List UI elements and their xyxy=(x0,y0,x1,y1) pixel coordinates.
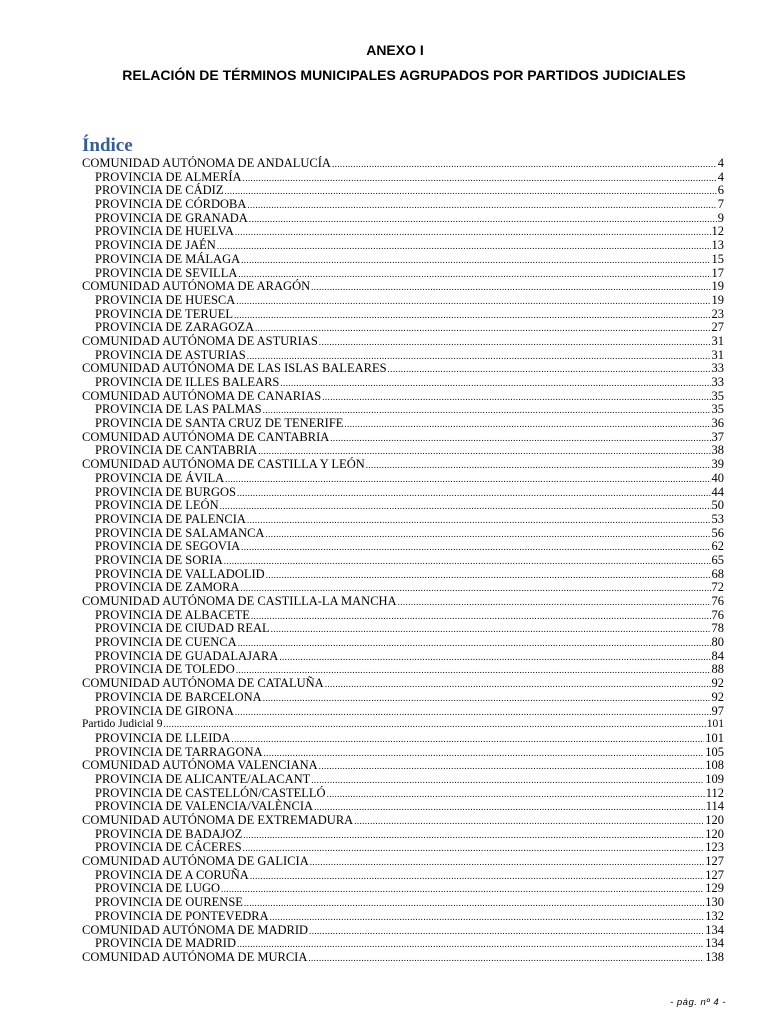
toc-entry-provincia[interactable] xyxy=(82,171,724,185)
toc-entry-title: PROVINCIA DE GRANADA xyxy=(95,210,248,225)
toc-dot-leader xyxy=(241,541,710,555)
toc-dot-leader xyxy=(241,254,710,268)
toc-entry-page: 4 xyxy=(717,156,724,170)
toc-entry-page: 6 xyxy=(717,183,724,198)
toc-entry-provincia[interactable] xyxy=(82,376,724,390)
toc-entry-page: 92 xyxy=(711,689,724,704)
toc-dot-leader xyxy=(310,856,705,870)
toc-entry-provincia[interactable] xyxy=(82,403,724,417)
toc-dot-leader xyxy=(280,377,710,391)
toc-entry-page: 35 xyxy=(711,402,724,417)
toc-entry-provincia[interactable] xyxy=(82,444,724,458)
toc-entry-provincia[interactable] xyxy=(82,663,724,677)
toc-dot-leader xyxy=(388,363,711,377)
toc-entry-title: PROVINCIA DE CÁCERES xyxy=(95,840,242,855)
toc-entry-provincia[interactable] xyxy=(82,472,724,486)
toc-entry-page: 35 xyxy=(711,388,724,403)
toc-dot-leader xyxy=(314,801,705,815)
toc-entry-title: Partido Judicial 9 xyxy=(82,718,163,731)
toc-entry-page: 120 xyxy=(705,813,724,827)
toc-dot-leader xyxy=(243,829,704,843)
toc-entry-title: COMUNIDAD AUTÓNOMA DE LAS ISLAS BALEARES xyxy=(82,361,387,376)
toc-dot-leader xyxy=(327,788,705,802)
toc-entry-page: 15 xyxy=(711,251,724,266)
toc-entry-page: 36 xyxy=(711,416,724,431)
toc-entry-page: 56 xyxy=(711,525,724,540)
toc-dot-leader xyxy=(251,610,711,624)
toc-entry-comunidad[interactable] xyxy=(82,951,724,965)
toc-entry-title: COMUNIDAD AUTÓNOMA DE EXTREMADURA xyxy=(82,813,354,827)
toc-entry-title: PROVINCIA DE BURGOS xyxy=(95,484,236,499)
toc-dot-leader xyxy=(224,555,711,569)
toc-entry-page: 134 xyxy=(705,936,724,951)
toc-entry-provincia[interactable] xyxy=(82,609,724,623)
toc-entry-provincia[interactable] xyxy=(82,486,724,500)
toc-entry-page: 31 xyxy=(711,333,724,348)
toc-dot-leader xyxy=(224,185,716,199)
toc-entry-page: 105 xyxy=(705,744,724,759)
toc-entry-provincia[interactable] xyxy=(82,882,724,896)
toc-entry-title: PROVINCIA DE MADRID xyxy=(95,936,236,951)
toc-entry-provincia[interactable] xyxy=(82,787,724,801)
toc-entry-page: 50 xyxy=(711,498,724,513)
toc-entry-page: 130 xyxy=(705,895,724,910)
toc-entry-comunidad[interactable] xyxy=(82,924,724,938)
toc-dot-leader xyxy=(164,718,706,732)
toc-entry-provincia[interactable] xyxy=(82,650,724,664)
toc-dot-leader xyxy=(255,322,710,336)
toc-entry-comunidad[interactable] xyxy=(82,718,724,732)
toc-entry-title: PROVINCIA DE ZARAGOZA xyxy=(95,320,255,335)
toc-entry-title: COMUNIDAD AUTÓNOMA DE ANDALUCÍA xyxy=(82,156,331,170)
toc-dot-leader xyxy=(263,692,711,706)
toc-entry-provincia[interactable] xyxy=(82,800,724,814)
toc-entry-title: PROVINCIA DE ZAMORA xyxy=(95,580,240,595)
toc-entry-provincia[interactable] xyxy=(82,554,724,568)
toc-dot-leader xyxy=(247,514,711,528)
toc-entry-provincia[interactable] xyxy=(82,417,724,431)
toc-entry-page: 127 xyxy=(705,854,724,869)
toc-entry-title: PROVINCIA DE GIRONA xyxy=(95,703,234,718)
toc-dot-leader xyxy=(234,309,711,323)
toc-entry-provincia[interactable] xyxy=(82,910,724,924)
toc-entry-title: PROVINCIA DE CUENCA xyxy=(95,635,237,650)
toc-entry-provincia[interactable] xyxy=(82,321,724,335)
toc-entry-page: 62 xyxy=(711,539,724,554)
toc-dot-leader xyxy=(332,158,717,172)
toc-dot-leader xyxy=(270,911,705,925)
toc-entry-page: 68 xyxy=(711,566,724,581)
toc-entry-provincia[interactable] xyxy=(82,705,724,719)
toc-entry-title: PROVINCIA DE TOLEDO xyxy=(95,662,235,677)
toc-dot-leader xyxy=(271,623,711,637)
toc-entry-page: 19 xyxy=(711,292,724,307)
toc-entry-title: PROVINCIA DE HUESCA xyxy=(95,292,236,307)
toc-entry-page: 101 xyxy=(706,718,724,731)
toc-dot-leader xyxy=(309,925,704,939)
toc-entry-title: PROVINCIA DE VALENCIA/VALÈNCIA xyxy=(95,799,314,814)
toc-entry-page: 109 xyxy=(705,771,724,786)
toc-entry-provincia[interactable] xyxy=(82,184,724,198)
toc-entry-provincia[interactable] xyxy=(82,198,724,212)
toc-entry-title: PROVINCIA DE JAÉN xyxy=(95,238,216,253)
toc-entry-comunidad[interactable] xyxy=(82,595,724,609)
toc-entry-title: COMUNIDAD AUTÓNOMA DE ASTURIAS xyxy=(82,333,318,348)
toc-entry-page: 4 xyxy=(717,169,724,184)
toc-entry-title: PROVINCIA DE PONTEVEDRA xyxy=(95,908,269,923)
toc-entry-page: 76 xyxy=(711,594,724,608)
toc-entry-title: PROVINCIA DE LAS PALMAS xyxy=(95,402,262,417)
toc-entry-page: 120 xyxy=(705,826,724,841)
toc-entry-page: 40 xyxy=(711,470,724,485)
toc-entry-title: PROVINCIA DE CÁDIZ xyxy=(95,183,224,198)
toc-entry-page: 7 xyxy=(717,197,724,212)
toc-entry-title: PROVINCIA DE BADAJOZ xyxy=(95,826,243,841)
toc-entry-title: PROVINCIA DE TERUEL xyxy=(95,306,233,321)
toc-entry-page: 92 xyxy=(711,676,724,691)
toc-entry-provincia[interactable] xyxy=(82,732,724,746)
toc-entry-title: PROVINCIA DE SEVILLA xyxy=(95,265,238,280)
toc-entry-title: PROVINCIA DE SEGOVIA xyxy=(95,539,241,554)
toc-entry-title: PROVINCIA DE ÁVILA xyxy=(95,470,225,485)
toc-entry-provincia[interactable] xyxy=(82,622,724,636)
toc-entry-provincia[interactable] xyxy=(82,267,724,281)
toc-entry-comunidad[interactable] xyxy=(82,814,724,828)
toc-dot-leader xyxy=(220,500,711,514)
toc-dot-leader xyxy=(266,569,711,583)
toc-entry-page: 27 xyxy=(711,320,724,335)
toc-dot-leader xyxy=(325,678,711,692)
toc-entry-title: COMUNIDAD AUTÓNOMA DE ARAGÓN xyxy=(82,279,311,294)
page-number-footer: - pág. nº 4 - xyxy=(670,997,726,1008)
toc-entry-title: PROVINCIA DE CANTABRIA xyxy=(95,443,258,458)
toc-entry-page: 84 xyxy=(711,648,724,663)
toc-entry-provincia[interactable] xyxy=(82,349,724,363)
toc-entry-page: 44 xyxy=(711,484,724,499)
toc-dot-leader xyxy=(319,336,711,350)
toc-entry-page: 17 xyxy=(711,265,724,280)
toc-entry-title: PROVINCIA DE ILLES BALEARS xyxy=(95,375,280,389)
toc-dot-leader xyxy=(311,281,710,295)
toc-entry-title: PROVINCIA DE CASTELLÓN/CASTELLÓ xyxy=(95,785,326,800)
toc-entry-comunidad[interactable] xyxy=(82,335,724,349)
toc-dot-leader xyxy=(330,432,710,446)
toc-entry-title: COMUNIDAD AUTÓNOMA DE CANTABRIA xyxy=(82,429,330,444)
toc-entry-page: 12 xyxy=(711,224,724,239)
toc-entry-comunidad[interactable] xyxy=(82,759,724,773)
toc-entry-comunidad[interactable] xyxy=(82,280,724,294)
toc-dot-leader xyxy=(235,706,711,720)
toc-dot-leader xyxy=(247,199,716,213)
toc-entry-comunidad[interactable] xyxy=(82,390,724,404)
toc-entry-title: PROVINCIA DE OURENSE xyxy=(95,895,243,910)
toc-entry-title: COMUNIDAD AUTÓNOMA DE CANARIAS xyxy=(82,388,322,403)
toc-entry-page: 65 xyxy=(711,552,724,567)
toc-entry-title: PROVINCIA DE ALBACETE xyxy=(95,607,250,622)
toc-entry-title: PROVINCIA DE CÓRDOBA xyxy=(95,197,247,212)
toc-entry-title: PROVINCIA DE LUGO xyxy=(95,881,220,896)
toc-entry-title: PROVINCIA DE SALAMANCA xyxy=(95,525,265,540)
document-title: RELACIÓN DE TÉRMINOS MUNICIPALES AGRUPADOS POR PARTIDOS JUDICIALES xyxy=(122,67,686,83)
toc-entry-provincia[interactable] xyxy=(82,841,724,855)
toc-entry-provincia[interactable] xyxy=(82,581,724,595)
toc-entry-title: COMUNIDAD AUTÓNOMA DE MURCIA xyxy=(82,949,308,964)
toc-entry-title: PROVINCIA DE MÁLAGA xyxy=(95,251,241,266)
toc-entry-page: 53 xyxy=(711,511,724,526)
toc-entry-comunidad[interactable] xyxy=(82,458,724,472)
toc-entry-provincia[interactable] xyxy=(82,773,724,787)
toc-dot-leader xyxy=(244,897,704,911)
toc-entry-title: PROVINCIA DE ASTURIAS xyxy=(95,347,246,362)
toc-dot-leader xyxy=(225,473,710,487)
toc-entry-title: PROVINCIA DE CIUDAD REAL xyxy=(95,621,270,636)
toc-dot-leader xyxy=(366,459,711,473)
toc-dot-leader xyxy=(319,760,705,774)
toc-entry-title: COMUNIDAD AUTÓNOMA DE CATALUÑA xyxy=(82,676,324,691)
toc-entry-title: COMUNIDAD AUTÓNOMA VALENCIANA xyxy=(82,758,318,773)
toc-dot-leader xyxy=(398,596,711,610)
toc-dot-leader xyxy=(279,651,710,665)
toc-entry-provincia[interactable] xyxy=(82,828,724,842)
table-of-contents xyxy=(82,157,724,965)
toc-entry-title: COMUNIDAD AUTÓNOMA DE GALICIA xyxy=(82,854,309,869)
toc-entry-provincia[interactable] xyxy=(82,540,724,554)
toc-entry-title: COMUNIDAD AUTÓNOMA DE CASTILLA Y LEÓN xyxy=(82,457,365,472)
toc-entry-title: PROVINCIA DE GUADALAJARA xyxy=(95,648,279,663)
toc-entry-title: PROVINCIA DE ALMERÍA xyxy=(95,169,242,184)
toc-entry-page: 39 xyxy=(711,457,724,472)
toc-entry-page: 88 xyxy=(711,662,724,677)
toc-dot-leader xyxy=(250,870,704,884)
toc-entry-provincia[interactable] xyxy=(82,212,724,226)
toc-dot-leader xyxy=(235,226,711,240)
toc-entry-page: 9 xyxy=(717,210,724,225)
toc-entry-page: 33 xyxy=(711,375,724,389)
toc-entry-page: 138 xyxy=(705,949,724,964)
toc-entry-page: 33 xyxy=(711,361,724,376)
toc-dot-leader xyxy=(264,747,705,761)
toc-dot-leader xyxy=(265,528,710,542)
toc-entry-provincia[interactable] xyxy=(82,225,724,239)
toc-entry-page: 114 xyxy=(705,799,724,814)
toc-dot-leader xyxy=(249,213,717,227)
toc-dot-leader xyxy=(221,883,704,897)
toc-entry-page: 134 xyxy=(705,922,724,937)
toc-entry-title: PROVINCIA DE LEÓN xyxy=(95,498,219,513)
toc-entry-title: PROVINCIA DE SORIA xyxy=(95,552,223,567)
toc-entry-title: COMUNIDAD AUTÓNOMA DE MADRID xyxy=(82,922,309,937)
toc-entry-page: 112 xyxy=(705,785,724,800)
toc-entry-provincia[interactable] xyxy=(82,294,724,308)
toc-entry-provincia[interactable] xyxy=(82,253,724,267)
toc-dot-leader xyxy=(236,295,710,309)
toc-entry-title: PROVINCIA DE SANTA CRUZ DE TENERIFE xyxy=(95,416,344,431)
toc-entry-provincia[interactable] xyxy=(82,239,724,253)
toc-entry-title: PROVINCIA DE HUELVA xyxy=(95,224,234,239)
toc-dot-leader xyxy=(243,842,705,856)
toc-entry-title: PROVINCIA DE BARCELONA xyxy=(95,689,262,704)
toc-entry-comunidad[interactable] xyxy=(82,157,724,171)
toc-entry-provincia[interactable] xyxy=(82,513,724,527)
toc-entry-title: PROVINCIA DE TARRAGONA xyxy=(95,744,263,759)
toc-entry-title: PROVINCIA DE VALLADOLID xyxy=(95,566,265,581)
toc-entry-page: 72 xyxy=(711,580,724,595)
toc-entry-page: 132 xyxy=(705,908,724,923)
toc-dot-leader xyxy=(237,938,704,952)
toc-dot-leader xyxy=(354,815,704,829)
toc-entry-page: 19 xyxy=(711,279,724,294)
toc-entry-comunidad[interactable] xyxy=(82,431,724,445)
toc-entry-page: 76 xyxy=(711,607,724,622)
toc-entry-title: PROVINCIA DE ALICANTE/ALACANT xyxy=(95,771,311,786)
toc-dot-leader xyxy=(344,418,710,432)
toc-entry-page: 38 xyxy=(711,443,724,458)
toc-entry-comunidad[interactable] xyxy=(82,677,724,691)
toc-entry-page: 129 xyxy=(705,881,724,896)
toc-entry-comunidad[interactable] xyxy=(82,855,724,869)
toc-entry-page: 108 xyxy=(705,758,724,773)
toc-entry-provincia[interactable] xyxy=(82,691,724,705)
toc-entry-provincia[interactable] xyxy=(82,568,724,582)
toc-entry-provincia[interactable] xyxy=(82,308,724,322)
toc-entry-title: PROVINCIA DE PALENCIA xyxy=(95,511,246,526)
toc-entry-page: 97 xyxy=(711,703,724,718)
toc-entry-title: COMUNIDAD AUTÓNOMA DE CASTILLA-LA MANCHA xyxy=(82,594,397,608)
toc-dot-leader xyxy=(237,487,711,501)
toc-entry-page: 80 xyxy=(711,635,724,650)
toc-dot-leader xyxy=(217,240,711,254)
toc-entry-provincia[interactable] xyxy=(82,636,724,650)
toc-entry-provincia[interactable] xyxy=(82,937,724,951)
toc-entry-comunidad[interactable] xyxy=(82,362,724,376)
toc-entry-provincia[interactable] xyxy=(82,746,724,760)
toc-dot-leader xyxy=(308,952,704,966)
toc-entry-page: 37 xyxy=(711,429,724,444)
toc-dot-leader xyxy=(322,391,710,405)
toc-entry-page: 23 xyxy=(711,306,724,321)
toc-entry-page: 127 xyxy=(705,867,724,882)
index-heading: Índice xyxy=(82,135,133,156)
toc-entry-provincia[interactable] xyxy=(82,499,724,513)
toc-dot-leader xyxy=(243,172,717,186)
toc-dot-leader xyxy=(231,733,704,747)
annex-heading: ANEXO I xyxy=(366,42,424,58)
toc-entry-page: 13 xyxy=(711,238,724,253)
toc-entry-page: 78 xyxy=(711,621,724,636)
toc-entry-title: PROVINCIA DE A CORUÑA xyxy=(95,867,249,882)
toc-dot-leader xyxy=(311,774,704,788)
toc-entry-provincia[interactable] xyxy=(82,527,724,541)
toc-entry-page: 31 xyxy=(711,347,724,362)
toc-dot-leader xyxy=(238,637,711,651)
toc-entry-provincia[interactable] xyxy=(82,869,724,883)
toc-entry-page: 101 xyxy=(705,730,724,745)
toc-entry-provincia[interactable] xyxy=(82,896,724,910)
toc-entry-title: PROVINCIA DE LLEIDA xyxy=(95,730,231,745)
toc-entry-page: 123 xyxy=(705,840,724,855)
